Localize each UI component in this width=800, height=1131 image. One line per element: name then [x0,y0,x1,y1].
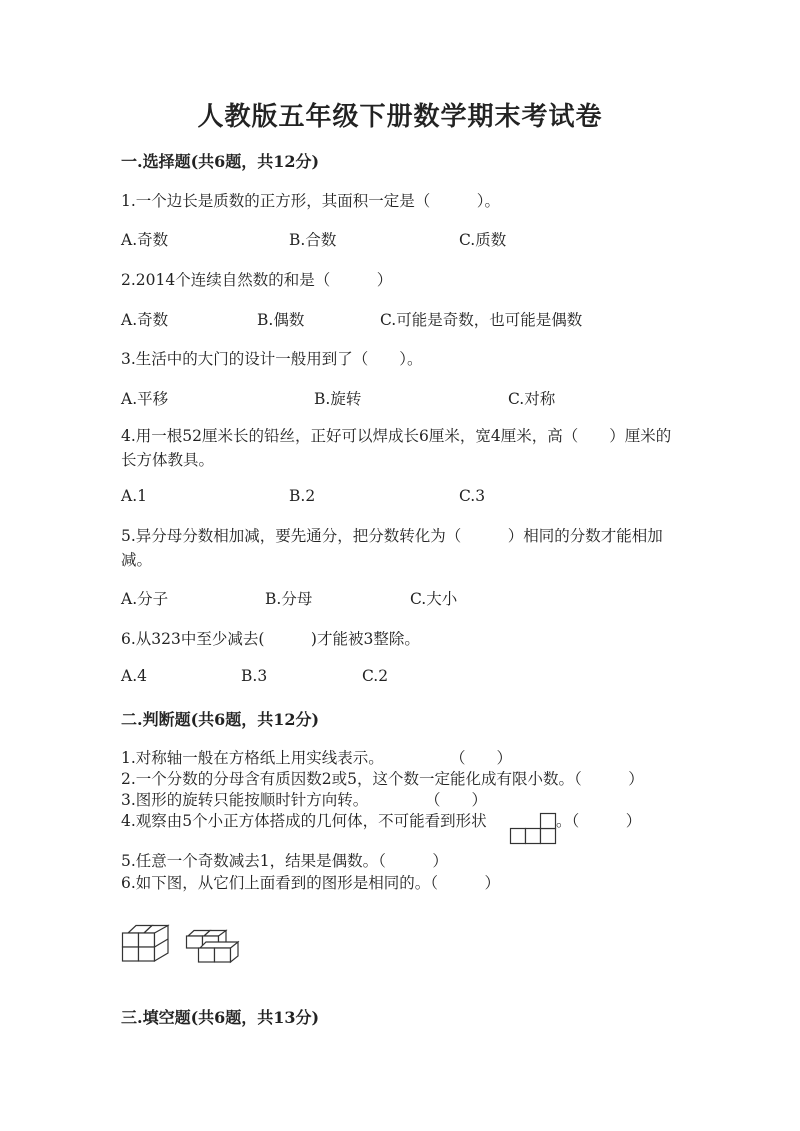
judge-item-1-blank: （ ） [450,749,513,767]
question-3-option-b: B.旋转 [314,390,362,408]
judge-item-5: 5.任意一个奇数减去1，结果是偶数。（ ） [121,852,448,870]
question-1: 1.一个边长是质数的正方形，其面积一定是（ ）。 [121,192,501,210]
judge-item-3: 3.图形的旋转只能按顺时针方向转。 [121,791,369,809]
judge-item-2: 2.一个分数的分母含有质因数2或5，这个数一定能化成有限小数。（ ） [121,770,644,788]
judge-item-4-blank: 。（ ） [556,812,642,830]
question-3-option-c: C.对称 [508,390,556,408]
judge-item-4: 4.观察由5个小正方体搭成的几何体，不可能看到形状 [121,812,487,830]
question-6-option-c: C.2 [362,667,389,685]
section-heading-fill: 三.填空题(共6题，共13分) [121,1008,320,1027]
question-2: 2.2014个连续自然数的和是（ ） [121,271,393,289]
question-3-option-a: A.平移 [121,390,169,408]
question-5-option-c: C.大小 [410,590,458,608]
question-6-option-a: A.4 [121,667,147,685]
question-2-option-b: B.偶数 [257,311,305,329]
section-heading-judge: 二.判断题(共6题，共12分) [121,710,320,729]
question-4: 4.用一根52厘米长的铅丝，正好可以焊成长6厘米，宽4厘米，高（ ）厘米的长方体教具。 [121,427,672,469]
question-6-option-b: B.3 [241,667,268,685]
question-6: 6.从323中至少减去( )才能被3整除。 [121,630,420,648]
page-title: 人教版五年级下册数学期末考试卷 [197,102,603,132]
section-heading-choice: 一.选择题(共6题，共12分) [121,152,320,171]
question-2-option-a: A.奇数 [121,311,169,329]
judge-item-3-blank: （ ） [425,791,488,809]
question-4-option-a: A.1 [121,487,147,505]
judge-item-1: 1.对称轴一般在方格纸上用实线表示。 [121,749,384,767]
question-4-option-c: C.3 [459,487,486,505]
question-5-option-a: A.分子 [121,590,169,608]
judge-item-6: 6.如下图，从它们上面看到的图形是相同的。（ ） [121,874,501,892]
question-5: 5.异分母分数相加减，要先通分，把分数转化为（ ）相同的分数才能相加减。 [121,527,663,569]
question-1-option-c: C.质数 [459,231,507,249]
cube-stack-figure-1 [122,925,174,963]
question-5-option-b: B.分母 [265,590,313,608]
question-1-option-b: B.合数 [289,231,337,249]
five-cube-shape-figure [510,812,556,846]
question-1-option-a: A.奇数 [121,231,169,249]
question-4-option-b: B.2 [289,487,316,505]
cube-stack-figure-2 [186,930,240,964]
question-3: 3.生活中的大门的设计一般用到了（ ）。 [121,350,423,368]
question-2-option-c: C.可能是奇数，也可能是偶数 [380,311,583,329]
